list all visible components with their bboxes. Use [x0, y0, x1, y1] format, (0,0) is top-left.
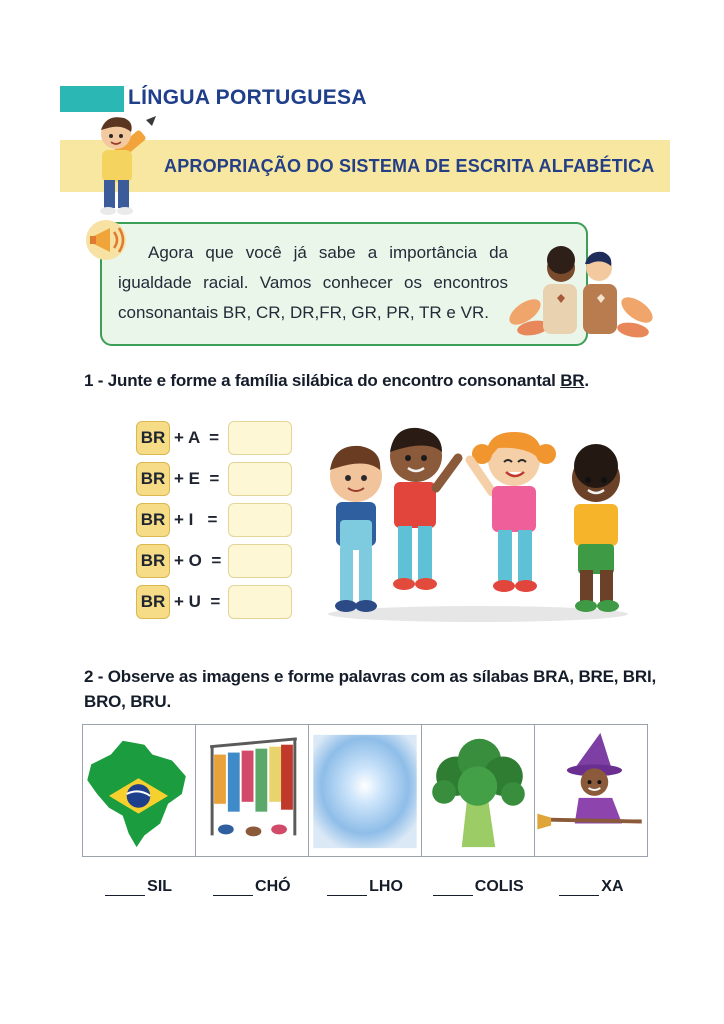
syllable-row: [136, 462, 230, 496]
syllable-answer-box[interactable]: [228, 544, 292, 578]
answer-blank[interactable]: [213, 881, 253, 896]
word-blank-item[interactable]: [195, 870, 308, 896]
boy-with-pencil-icon: [76, 112, 162, 220]
word-suffix: SIL: [147, 878, 173, 895]
syllable-operator: + U =: [174, 592, 221, 611]
syllable-answer-box[interactable]: [228, 503, 292, 537]
syllable-row: [136, 544, 230, 578]
four-kids-illustration: [318, 424, 640, 624]
light-glow-cell: [309, 725, 422, 856]
word-blank-item[interactable]: [422, 870, 535, 896]
answer-blank[interactable]: [433, 881, 473, 896]
two-friends-illustration: [505, 232, 655, 352]
intro-text: Agora que você já sabe a importância da igualdade racial. Vamos conhecer os encontros consonantais BR, CR, DR,FR, GR, PR, TR e VR.: [118, 243, 508, 322]
word-suffix: COLIS: [474, 878, 524, 895]
question-2-text: 2 - Observe as imagens e forme palavras com as sílabas BRA, BRE, BRI, BRO, BRU.: [84, 667, 657, 711]
syllable-badge: BR: [136, 421, 170, 455]
syllable-row: [136, 503, 230, 537]
brazil-map-icon: [83, 725, 195, 856]
word-blank-item[interactable]: [535, 870, 648, 896]
word-blank-item[interactable]: [82, 870, 195, 896]
syllable-row: [136, 421, 230, 455]
syllable-badge: BR: [136, 544, 170, 578]
syllable-row: [136, 585, 230, 619]
clothes-rack-icon: [196, 725, 308, 856]
syllable-badge: BR: [136, 585, 170, 619]
syllable-operator: + O =: [174, 551, 222, 570]
syllable-answer-box[interactable]: [228, 421, 292, 455]
subject-title: LÍNGUA PORTUGUESA: [128, 86, 367, 109]
question-1-suffix: .: [584, 371, 589, 390]
broccoli-cell: [422, 725, 535, 856]
answer-blank[interactable]: [327, 881, 367, 896]
word-suffix: XA: [601, 878, 624, 895]
witch-cell: [535, 725, 647, 856]
word-suffix: LHO: [369, 878, 403, 895]
word-blank-item[interactable]: [308, 870, 421, 896]
topic-title: APROPRIAÇÃO DO SISTEMA DE ESCRITA ALFABÉTICA: [164, 156, 655, 176]
word-completion-row: [82, 870, 648, 896]
syllable-badge: BR: [136, 462, 170, 496]
word-suffix: CHÓ: [255, 878, 291, 895]
syllable-operator: + A =: [174, 428, 220, 447]
subject-tab-marker: [60, 86, 124, 112]
syllable-badge: BR: [136, 503, 170, 537]
syllable-operator: + E =: [174, 469, 220, 488]
answer-blank[interactable]: [105, 881, 145, 896]
picture-grid: [82, 724, 648, 857]
clothes-rack-cell: [196, 725, 309, 856]
broccoli-icon: [422, 725, 534, 856]
witch-on-broom-icon: [535, 725, 647, 856]
brazil-map-cell: [83, 725, 196, 856]
answer-blank[interactable]: [559, 881, 599, 896]
syllable-answer-box[interactable]: [228, 462, 292, 496]
question-1-text: [84, 371, 589, 391]
syllable-operator: + I =: [174, 510, 218, 529]
syllable-answer-box[interactable]: [228, 585, 292, 619]
question-1-highlight: BR: [560, 371, 585, 390]
light-glow-icon: [309, 725, 421, 856]
question-1-prefix: 1 - Junte e forme a família silábica do encontro consonantal: [84, 371, 561, 390]
